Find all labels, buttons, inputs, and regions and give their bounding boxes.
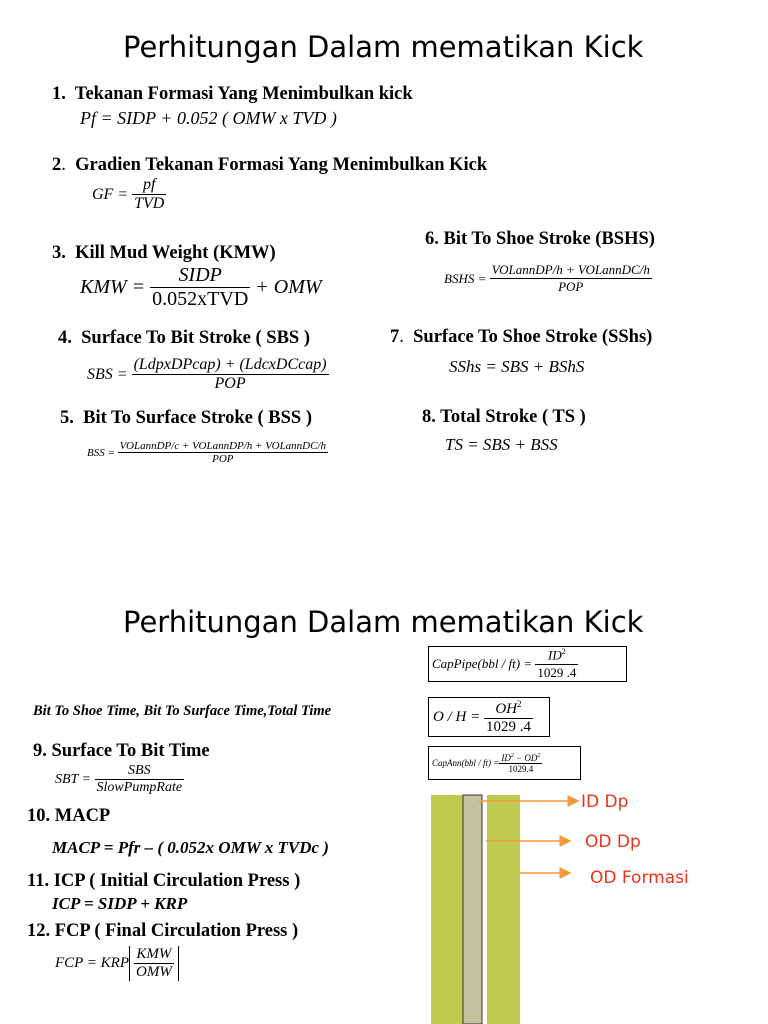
item4-denominator: POP	[214, 375, 246, 392]
item5-lhs: BSS =	[87, 446, 115, 459]
capann-formula-box	[428, 746, 581, 780]
item7-heading	[390, 327, 652, 348]
item12-formula	[55, 946, 179, 981]
cappipe-num-base: ID	[548, 647, 562, 663]
cappipe-denominator: 1029 .4	[537, 664, 577, 680]
capann-sup-b: 2	[537, 752, 541, 759]
cappipe-numerator	[535, 647, 578, 664]
formation-left	[431, 795, 463, 1024]
item5-numerator: VOLannDP/c + VOLannDP/h + VOLannDC/h	[119, 440, 327, 452]
item2-heading-text: Gradien Tekanan Formasi Yang Menimbulkan Kick	[75, 155, 488, 175]
item1-heading-text: Tekanan Formasi Yang Menimbulkan kick	[74, 84, 413, 104]
item2-numerator: pf	[132, 176, 166, 195]
item5-number: 5.	[60, 408, 74, 428]
item5-formula	[87, 440, 328, 465]
item12-lhs: FCP = KRP	[55, 955, 130, 971]
oh-numerator	[484, 699, 533, 719]
capann-numerator	[499, 753, 542, 764]
item2-heading	[52, 155, 487, 176]
formation-right	[487, 795, 520, 1024]
item1-formula: Pf = SIDP + 0.052 ( OMW x TVD )	[80, 108, 337, 128]
label-id-dp: ID Dp	[581, 792, 629, 812]
item6-numerator: VOLannDP/h + VOLannDC/h	[491, 262, 650, 277]
item1-heading	[52, 84, 413, 105]
item12-fraction	[134, 946, 174, 981]
oh-num-base: OH	[495, 700, 518, 717]
capann-num-a: ID	[501, 752, 511, 763]
item4-heading	[58, 328, 310, 349]
item9-fraction	[95, 763, 185, 796]
item9-heading: 9. Surface To Bit Time	[33, 741, 210, 761]
item1-number: 1.	[52, 84, 66, 104]
item5-heading	[60, 408, 312, 429]
item10-heading: 10. MACP	[27, 806, 111, 826]
item3-rhs: + OMW	[255, 276, 322, 298]
item9-formula	[55, 763, 184, 796]
oh-fraction	[484, 699, 533, 736]
item6-number: 6.	[425, 229, 439, 249]
item6-fraction	[490, 262, 652, 295]
drill-pipe	[463, 795, 482, 1024]
capann-sup-a: 2	[510, 752, 514, 759]
item5-denominator: POP	[212, 453, 234, 465]
item4-lhs: SBS =	[87, 365, 128, 383]
item2-formula	[92, 176, 166, 213]
item8-heading	[422, 407, 586, 428]
oh-formula-box	[428, 697, 550, 737]
label-od-dp: OD Dp	[585, 832, 641, 852]
item3-heading	[52, 243, 276, 264]
oh-num-sup: 2	[517, 698, 522, 709]
oh-lhs: O / H =	[433, 708, 481, 725]
item4-numerator: (LdpxDPcap) + (LdcxDCcap)	[133, 356, 327, 373]
slide1-title: Perhitungan Dalam mematikan Kick	[123, 30, 644, 64]
item9-lhs: SBT =	[55, 771, 92, 787]
item9-denominator: SlowPumpRate	[96, 780, 183, 795]
item3-lhs: KMW =	[80, 276, 146, 298]
item5-heading-text: Bit To Surface Stroke ( BSS )	[83, 408, 313, 428]
item11-heading: 11. ICP ( Initial Circulation Press )	[27, 871, 301, 891]
item4-formula	[87, 356, 329, 393]
capann-denominator: 1029.4	[508, 763, 534, 774]
cappipe-lhs: CapPipe(bbl / ft) =	[432, 656, 533, 671]
item9-numerator: SBS	[95, 763, 185, 780]
item10-formula: MACP = Pfr – ( 0.052x OMW x TVDc )	[52, 838, 329, 857]
item2-dot: .	[61, 155, 66, 175]
item4-fraction	[132, 356, 329, 393]
capann-minus: −	[513, 752, 525, 763]
item7-formula: SShs = SBS + BShS	[449, 357, 585, 376]
item4-heading-text: Surface To Bit Stroke ( SBS )	[81, 328, 311, 348]
cappipe-formula-box	[428, 646, 627, 682]
item2-lhs: GF =	[92, 185, 129, 203]
capann-lhs: CapAnn(bbl / ft) =	[432, 758, 500, 768]
item6-denominator: POP	[558, 279, 584, 294]
item6-lhs: BSHS =	[444, 270, 487, 286]
item6-heading-text: Bit To Shoe Stroke (BSHS)	[443, 229, 655, 249]
item2-number: 2	[52, 155, 62, 175]
slide2-subtitle: Bit To Shoe Time, Bit To Surface Time,Total Time	[33, 703, 332, 719]
item7-number: 7	[390, 327, 400, 347]
item2-denominator: TVD	[134, 195, 165, 212]
item12-numerator: KMW	[134, 946, 174, 964]
item2-fraction	[132, 176, 166, 213]
cappipe-fraction	[535, 647, 578, 680]
item3-numerator: SIDP	[150, 264, 250, 288]
label-od-formasi: OD Formasi	[590, 868, 689, 888]
capann-num-b: OD	[524, 752, 538, 763]
item8-formula: TS = SBS + BSS	[445, 435, 558, 454]
item12-heading: 12. FCP ( Final Circulation Press )	[27, 921, 299, 941]
item3-denominator: 0.052xTVD	[152, 288, 249, 310]
item4-number: 4.	[58, 328, 72, 348]
capann-fraction	[499, 753, 542, 774]
item12-denominator: OMW	[136, 964, 172, 980]
item3-number: 3.	[52, 243, 66, 263]
item12-bracket	[129, 946, 179, 981]
oh-denominator: 1029 .4	[485, 718, 531, 735]
item5-fraction	[118, 440, 328, 465]
item8-number: 8.	[422, 407, 436, 427]
slide2-title: Perhitungan Dalam mematikan Kick	[123, 605, 644, 639]
item3-formula	[80, 264, 322, 311]
item6-heading	[425, 229, 655, 250]
item11-formula: ICP = SIDP + KRP	[52, 894, 188, 913]
wellbore-diagram	[420, 785, 620, 1024]
item6-formula	[444, 262, 652, 295]
item8-heading-text: Total Stroke ( TS )	[440, 407, 586, 427]
cappipe-num-sup: 2	[561, 647, 566, 657]
item7-dot: .	[399, 327, 404, 347]
item3-heading-text: Kill Mud Weight (KMW)	[75, 243, 276, 263]
item3-fraction	[150, 264, 250, 311]
item7-heading-text: Surface To Shoe Stroke (SShs)	[413, 327, 653, 347]
